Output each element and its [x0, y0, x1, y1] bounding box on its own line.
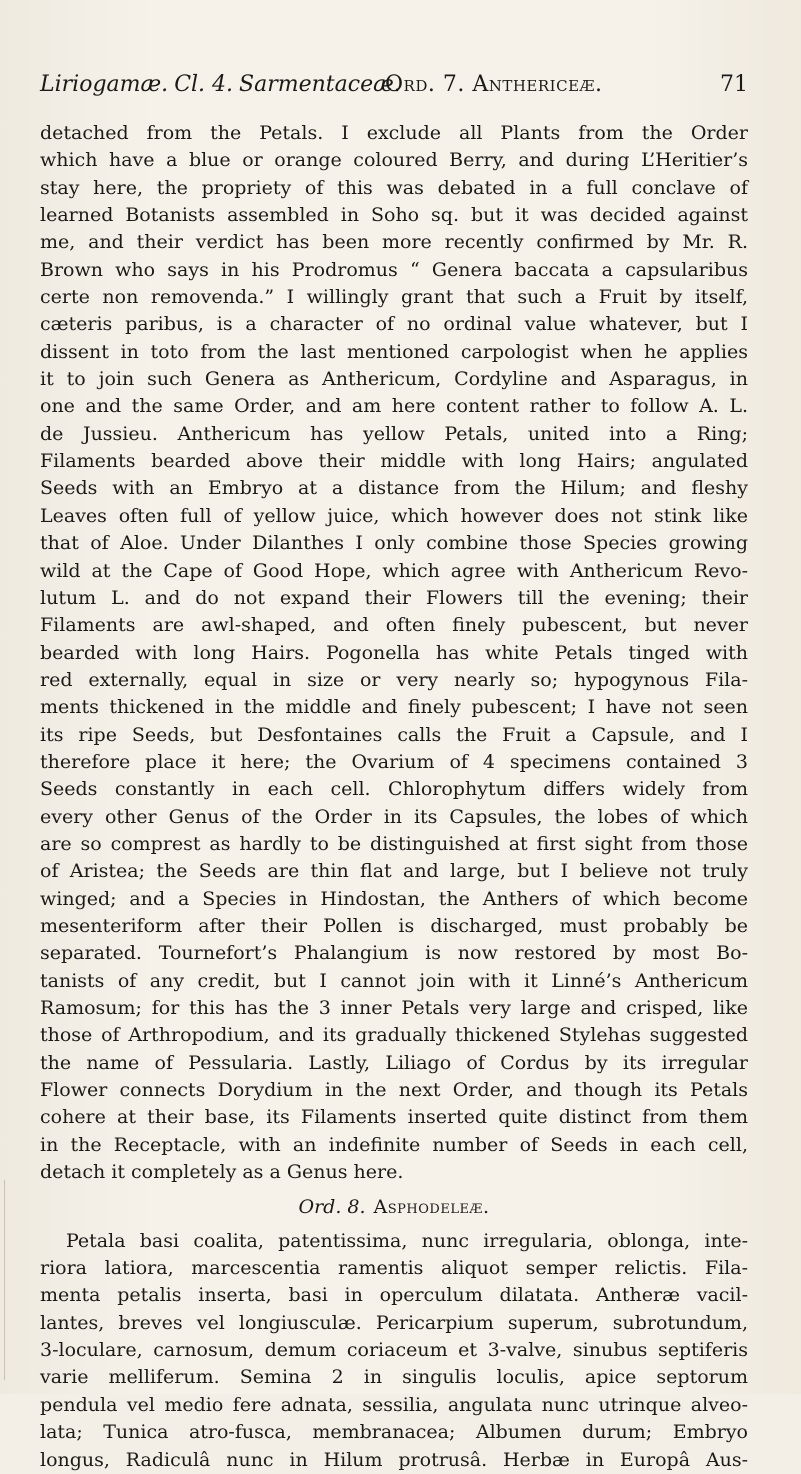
text-line: Filaments are awl-shaped, and often finely pubescent, but never	[40, 614, 748, 637]
latin-description	[40, 1228, 748, 1474]
header-subclass: Liriogamæ.	[40, 72, 169, 97]
text-line: are so comprest as hardly to be distinguished at first sight from those	[40, 832, 748, 855]
text-line: wild at the Cape of Good Hope, which agree with Anthericum Revo-	[40, 559, 748, 582]
text-line: Seeds constantly in each cell. Chlorophytum differs widely from	[40, 778, 748, 801]
text-line: varie melliferum. Semina 2 in singulis loculis, apice septorum	[40, 1366, 748, 1389]
text-line: Flower connects Dorydium in the next Order, and though its Petals	[40, 1079, 748, 1102]
text-line: lata; Tunica atro-fusca, membranacea; Albumen durum; Embryo	[40, 1421, 748, 1444]
text-line: Brown who says in his Prodromus “ Genera baccata a capsularibus	[40, 258, 748, 281]
header-family: Sarmentaceæ.	[239, 72, 401, 97]
text-line: Petala basi coalita, patentissima, nunc irregularia, oblonga, inte-	[66, 1229, 748, 1252]
text-line: those of Arthropodium, and its gradually thickened Stylehas suggested	[40, 1024, 748, 1047]
body-paragraph	[40, 120, 748, 1186]
text-line: dissent in toto from the last mentioned carpologist when he applies	[40, 340, 748, 363]
text-line: lutum L. and do not expand their Flowers till the evening; their	[40, 586, 748, 609]
order-heading-label: Ord. 8.	[298, 1196, 366, 1219]
text-line: which have a blue or orange coloured Berry, and during L’Heritier’s	[40, 149, 748, 172]
text-line: tanists of any credit, but I cannot join with it Linné’s Anthericum	[40, 969, 748, 992]
text-line: stay here, the propriety of this was debated in a full conclave of	[40, 176, 748, 199]
text-line: ments thickened in the middle and finely pubescent; I have not seen	[40, 696, 748, 719]
text-line: therefore place it here; the Ovarium of 4 specimens contained 3	[40, 750, 748, 773]
text-line: learned Botanists assembled in Soho sq. but it was decided against	[40, 204, 748, 227]
text-line: the name of Pessularia. Lastly, Liliago of Cordus by its irregular	[40, 1051, 748, 1074]
text-line: bearded with long Hairs. Pogonella has white Petals tinged with	[40, 641, 748, 664]
header-order: Ord. 7. Anthericeæ.	[385, 72, 603, 97]
text-line: cæteris paribus, is a character of no ordinal value whatever, but I	[40, 313, 748, 336]
header-class: Cl. 4.	[174, 72, 234, 97]
text-line: in the Receptacle, with an indefinite number of Seeds in each cell,	[40, 1133, 748, 1156]
text-line: riora latiora, marcescentia ramentis aliquot semper relictis. Fila-	[40, 1257, 748, 1280]
text-line: Ramosum; for this has the 3 inner Petals very large and crisped, like	[40, 997, 748, 1019]
text-line: lantes, breves vel longiusculæ. Pericarpium superum, subrotundum,	[40, 1311, 748, 1334]
text-line: 3-loculare, carnosum, demum coriaceum et 3-valve, sinubus septiferis	[40, 1339, 748, 1362]
text-line: red externally, equal in size or very nearly so; hypogynous Fila-	[40, 668, 748, 691]
text-line: Leaves often full of yellow juice, which however does not stink like	[40, 504, 748, 527]
text-line: detach it completely as a Genus here.	[40, 1161, 404, 1184]
text-line: de Jussieu. Anthericum has yellow Petals, united into a Ring;	[40, 422, 748, 445]
page-text	[40, 120, 748, 1474]
text-line: every other Genus of the Order in its Capsules, the lobes of which	[40, 805, 748, 828]
text-line: certe non removenda.” I willingly grant that such a Fruit by itself,	[40, 286, 748, 309]
text-line: it to join such Genera as Anthericum, Cordyline and Asparagus, in	[40, 368, 748, 391]
text-line: me, and their verdict has been more recently confirmed by Mr. R.	[40, 231, 748, 254]
header-left	[40, 72, 401, 97]
page-edge-shadow	[4, 1180, 5, 1380]
order-heading-name: Asphodeleæ.	[373, 1196, 490, 1219]
text-line: that of Aloe. Under Dilanthes I only combine those Species growing	[40, 532, 748, 555]
running-header	[40, 72, 748, 102]
page-number: 71	[720, 72, 748, 97]
text-line: menta petalis inserta, basi in operculum dilatata. Antheræ vacil-	[40, 1284, 748, 1307]
order-heading	[40, 1194, 748, 1221]
text-line: Seeds with an Embryo at a distance from the Hilum; and fleshy	[40, 477, 748, 500]
text-line: detached from the Petals. I exclude all Plants from the Order	[40, 122, 748, 144]
text-line: mesenteriform after their Pollen is discharged, must probably be	[40, 914, 748, 937]
text-line: pendula vel medio fere adnata, sessilia, angulata nunc utrinque alveo-	[40, 1393, 748, 1416]
text-line: of Aristea; the Seeds are thin flat and large, but I believe not truly	[40, 860, 748, 883]
text-line: longus, Radiculâ nunc in Hilum protrusâ. Herbæ in Europâ Aus-	[40, 1448, 748, 1471]
text-line: winged; and a Species in Hindostan, the Anthers of which become	[40, 887, 748, 910]
text-line: one and the same Order, and am here content rather to follow A. L.	[40, 395, 748, 418]
text-line: Filaments bearded above their middle with long Hairs; angulated	[40, 450, 748, 473]
text-line: cohere at their base, its Filaments inserted quite distinct from them	[40, 1106, 748, 1129]
text-line: separated. Tournefort’s Phalangium is now restored by most Bo-	[40, 942, 748, 965]
text-line: its ripe Seeds, but Desfontaines calls the Fruit a Capsule, and I	[40, 723, 748, 746]
